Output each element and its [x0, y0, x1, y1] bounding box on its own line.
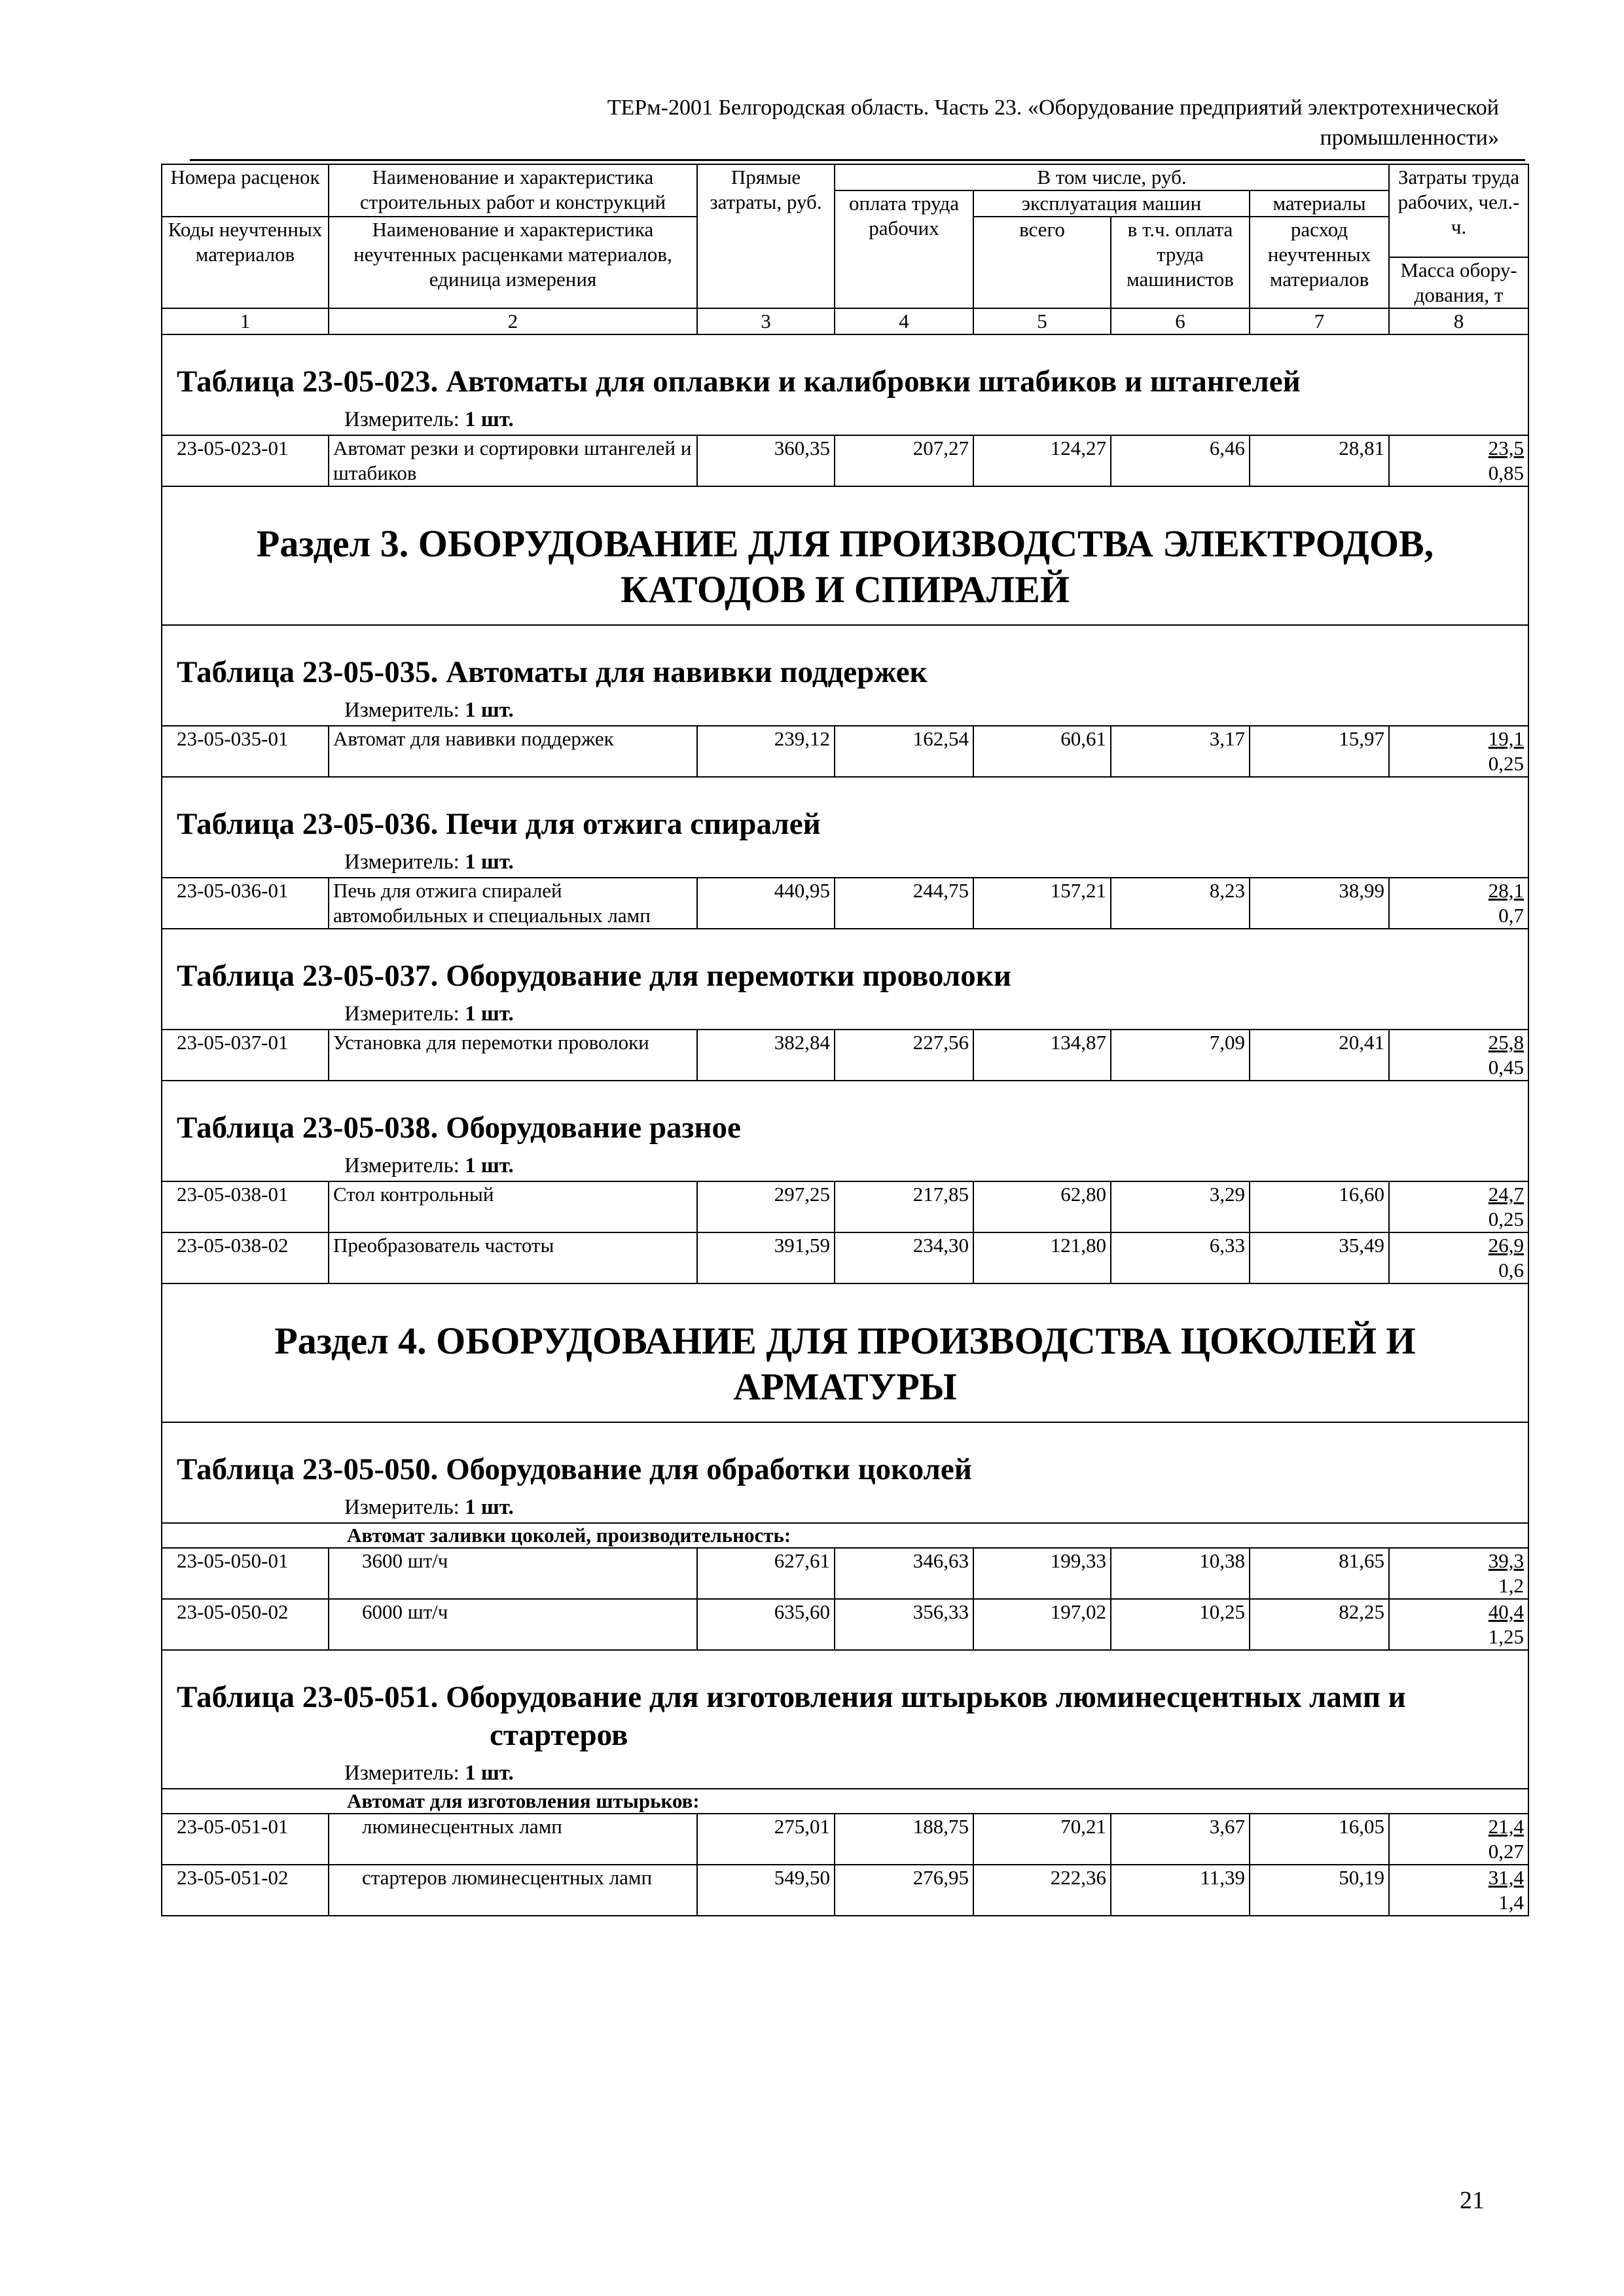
column-number-cell: 2 [329, 308, 697, 334]
labor-hours-value: 23,5 [1488, 437, 1525, 459]
subheading-row [162, 1789, 1528, 1814]
rate-name: 3600 шт/ч [329, 1548, 697, 1599]
labor-hours-value: 28,1 [1488, 879, 1525, 902]
measure-label: Измеритель: [344, 698, 460, 722]
table-title-text: Таблица 23-05-036. Печи для отжига спиралей [177, 807, 821, 841]
machines-total-value: 124,27 [973, 435, 1111, 486]
table-row [162, 878, 1528, 929]
section-cell [162, 486, 1528, 625]
table-heading-row [162, 625, 1528, 726]
machines-total-value: 134,87 [973, 1030, 1111, 1081]
table-heading-cell [162, 334, 1528, 435]
table-heading-cell [162, 625, 1528, 726]
equipment-mass-value: 0,45 [1488, 1056, 1525, 1079]
rate-code: 23-05-050-02 [162, 1599, 329, 1650]
table-row [162, 1232, 1528, 1283]
rate-code: 23-05-036-01 [162, 878, 329, 929]
labor-pay-value: 217,85 [835, 1181, 973, 1232]
column-number-cell: 4 [835, 308, 973, 334]
table-title [162, 626, 1528, 691]
column-number-cell: 8 [1389, 308, 1528, 334]
rate-code: 23-05-050-01 [162, 1548, 329, 1599]
direct-costs-value: 239,12 [697, 726, 835, 777]
direct-costs-value: 297,25 [697, 1181, 835, 1232]
labor-hours-mass-cell [1389, 726, 1528, 777]
measure-value: 1 шт. [465, 1496, 514, 1519]
labor-hours-value: 25,8 [1488, 1031, 1525, 1054]
table-heading-cell [162, 1650, 1528, 1789]
materials-value: 38,99 [1250, 878, 1389, 929]
direct-costs-value: 382,84 [697, 1030, 835, 1081]
labor-pay-value: 276,95 [835, 1865, 973, 1916]
machines-total-value: 70,21 [973, 1814, 1111, 1865]
measure-label: Измеритель: [344, 1496, 460, 1519]
direct-costs-value: 275,01 [697, 1814, 835, 1865]
col-material-code-header: Коды неучтенных материалов [162, 217, 329, 308]
rate-name: Печь для отжига спиралей автомобильных и специальных ламп [329, 878, 697, 929]
running-header-line-2: промышленности» [1320, 126, 1499, 150]
measure-value: 1 шт. [465, 1761, 514, 1785]
table-heading-row [162, 1081, 1528, 1181]
materials-value: 15,97 [1250, 726, 1389, 777]
col-labor-pay-header: оплата труда рабочих [835, 190, 973, 308]
labor-pay-value: 188,75 [835, 1814, 973, 1865]
machinist-pay-value: 8,23 [1111, 878, 1250, 929]
column-number-cell: 5 [973, 308, 1111, 334]
materials-value: 28,81 [1250, 435, 1389, 486]
measure-line [162, 1147, 1528, 1181]
col-machines-header: эксплуатация машин [973, 190, 1250, 217]
section-cell [162, 1283, 1528, 1422]
equipment-mass-value: 0,27 [1488, 1840, 1525, 1863]
labor-hours-mass-cell [1389, 1548, 1528, 1599]
table-title [162, 1651, 1528, 1754]
column-number-cell: 1 [162, 308, 329, 334]
materials-value: 82,25 [1250, 1599, 1389, 1650]
rate-name: 6000 шт/ч [329, 1599, 697, 1650]
table-row [162, 1865, 1528, 1916]
col-group-header: В том числе, руб. [835, 164, 1389, 190]
labor-hours-mass-cell [1389, 1030, 1528, 1081]
table-title-continuation: стартеров [490, 1718, 628, 1752]
machinist-pay-value: 6,33 [1111, 1232, 1250, 1283]
rate-name: Установка для перемотки проволоки [329, 1030, 697, 1081]
rate-name: Автомат резки и сортировки штангелей и штабиков [329, 435, 697, 486]
measure-line [162, 1488, 1528, 1522]
measure-line [162, 843, 1528, 877]
header-rule [190, 159, 1525, 161]
labor-hours-mass-cell [1389, 435, 1528, 486]
column-number-cell: 6 [1111, 308, 1250, 334]
labor-hours-value: 21,4 [1488, 1815, 1525, 1838]
col-direct-costs-header: Прямые затраты, руб. [697, 164, 835, 308]
subheading-cell [162, 1523, 1528, 1548]
measure-label: Измеритель: [344, 850, 460, 874]
col-rate-number-header: Номера расценок [162, 164, 329, 217]
table-title-text: Таблица 23-05-037. Оборудование для перемотки проволоки [177, 959, 1011, 993]
equipment-mass-value: 1,2 [1498, 1574, 1525, 1597]
rate-name: стартеров люминесцентных ламп [329, 1865, 697, 1916]
direct-costs-value: 440,95 [697, 878, 835, 929]
measure-value: 1 шт. [465, 1002, 514, 1026]
rate-code: 23-05-038-01 [162, 1181, 329, 1232]
labor-pay-value: 207,27 [835, 435, 973, 486]
measure-line [162, 401, 1528, 435]
labor-hours-value: 31,4 [1488, 1866, 1525, 1889]
machinist-pay-value: 11,39 [1111, 1865, 1250, 1916]
labor-hours-mass-cell [1389, 1865, 1528, 1916]
machines-total-value: 199,33 [973, 1548, 1111, 1599]
table-heading-row [162, 929, 1528, 1030]
measure-line [162, 691, 1528, 725]
rate-code: 23-05-038-02 [162, 1232, 329, 1283]
labor-hours-value: 24,7 [1488, 1183, 1525, 1206]
materials-value: 81,65 [1250, 1548, 1389, 1599]
table-row [162, 1599, 1528, 1650]
equipment-mass-value: 0,6 [1498, 1259, 1525, 1282]
col-machinist-pay-header: в т.ч. оплата труда машинистов [1111, 217, 1250, 308]
column-number-cell: 3 [697, 308, 835, 334]
table-row [162, 1548, 1528, 1599]
labor-hours-mass-cell [1389, 1232, 1528, 1283]
subheading-row [162, 1523, 1528, 1548]
subheading-text: Автомат заливки цоколей, производительность: [347, 1524, 791, 1547]
table-heading-cell [162, 1081, 1528, 1181]
machines-total-value: 197,02 [973, 1599, 1111, 1650]
machinist-pay-value: 10,38 [1111, 1548, 1250, 1599]
col-unaccounted-materials-header: расход неучтенных материалов [1250, 217, 1389, 308]
equipment-mass-value: 1,25 [1488, 1625, 1525, 1648]
measure-label: Измеритель: [344, 1154, 460, 1177]
measure-label: Измеритель: [344, 1761, 460, 1785]
col-materials-header: материалы [1250, 190, 1389, 217]
table-title-text: Таблица 23-05-035. Автоматы для навивки поддержек [177, 655, 928, 689]
machinist-pay-value: 7,09 [1111, 1030, 1250, 1081]
labor-hours-mass-cell [1389, 1181, 1528, 1232]
equipment-mass-value: 0,25 [1488, 752, 1525, 775]
running-header-line-1: ТЕРм-2001 Белгородская область. Часть 23. «Оборудование предприятий электротехнической [607, 96, 1499, 120]
table-heading-row [162, 777, 1528, 878]
section-row [162, 486, 1528, 625]
column-number-cell: 7 [1250, 308, 1389, 334]
section-title: Раздел 3. ОБОРУДОВАНИЕ ДЛЯ ПРОИЗВОДСТВА ЭЛЕКТРОДОВ, КАТОДОВ И СПИРАЛЕЙ [256, 522, 1434, 611]
col-machines-total-header: всего [973, 217, 1111, 308]
measure-value: 1 шт. [465, 408, 514, 431]
table-row [162, 435, 1528, 486]
table-heading-cell [162, 1422, 1528, 1523]
rate-code: 23-05-051-02 [162, 1865, 329, 1916]
materials-value: 16,05 [1250, 1814, 1389, 1865]
table-title-text: Таблица 23-05-050. Оборудование для обработки цоколей [177, 1452, 972, 1486]
labor-pay-value: 356,33 [835, 1599, 973, 1650]
equipment-mass-value: 0,25 [1488, 1208, 1525, 1230]
column-numbers-row [162, 308, 1528, 334]
direct-costs-value: 549,50 [697, 1865, 835, 1916]
machines-total-value: 121,80 [973, 1232, 1111, 1283]
equipment-mass-value: 1,4 [1498, 1891, 1525, 1914]
machinist-pay-value: 10,25 [1111, 1599, 1250, 1650]
machines-total-value: 60,61 [973, 726, 1111, 777]
measure-value: 1 шт. [465, 850, 514, 874]
direct-costs-value: 360,35 [697, 435, 835, 486]
table-heading-row [162, 334, 1528, 435]
machinist-pay-value: 3,29 [1111, 1181, 1250, 1232]
materials-value: 35,49 [1250, 1232, 1389, 1283]
table-title-text: Таблица 23-05-038. Оборудование разное [177, 1111, 741, 1145]
equipment-mass-value: 0,85 [1488, 461, 1525, 484]
machines-total-value: 222,36 [973, 1865, 1111, 1916]
table-title [162, 778, 1528, 843]
rate-code: 23-05-037-01 [162, 1030, 329, 1081]
section-row [162, 1283, 1528, 1422]
section-title: Раздел 4. ОБОРУДОВАНИЕ ДЛЯ ПРОИЗВОДСТВА ЦОКОЛЕЙ И АРМАТУРЫ [274, 1319, 1416, 1408]
rate-code: 23-05-051-01 [162, 1814, 329, 1865]
labor-hours-mass-cell [1389, 878, 1528, 929]
labor-hours-mass-cell [1389, 1599, 1528, 1650]
rate-name: Стол контрольный [329, 1181, 697, 1232]
labor-hours-value: 39,3 [1488, 1549, 1525, 1572]
measure-line [162, 995, 1528, 1029]
table-title [162, 1081, 1528, 1147]
machinist-pay-value: 3,17 [1111, 726, 1250, 777]
table-row [162, 1814, 1528, 1865]
labor-pay-value: 162,54 [835, 726, 973, 777]
labor-hours-value: 19,1 [1488, 727, 1525, 750]
labor-hours-value: 40,4 [1488, 1600, 1525, 1623]
table-title [162, 1423, 1528, 1488]
machines-total-value: 157,21 [973, 878, 1111, 929]
direct-costs-value: 627,61 [697, 1548, 835, 1599]
labor-hours-mass-cell [1389, 1814, 1528, 1865]
rates-table [161, 164, 1529, 1916]
rate-code: 23-05-035-01 [162, 726, 329, 777]
page-number: 21 [1460, 2187, 1485, 2214]
direct-costs-value: 635,60 [697, 1599, 835, 1650]
col-equipment-mass-header: Масса обору-дования, т [1389, 257, 1528, 308]
table-row [162, 1181, 1528, 1232]
col-material-name-header: Наименование и характеристика неучтенных расценками материалов, единица измерения [329, 217, 697, 308]
table-title-text: Таблица 23-05-023. Автоматы для оплавки и калибровки штабиков и штангелей [177, 365, 1301, 399]
machines-total-value: 62,80 [973, 1181, 1111, 1232]
rate-name: Преобразователь частоты [329, 1232, 697, 1283]
table-heading-cell [162, 929, 1528, 1030]
table-heading-row [162, 1650, 1528, 1789]
machinist-pay-value: 3,67 [1111, 1814, 1250, 1865]
table-title [162, 335, 1528, 401]
materials-value: 16,60 [1250, 1181, 1389, 1232]
labor-pay-value: 346,63 [835, 1548, 973, 1599]
materials-value: 20,41 [1250, 1030, 1389, 1081]
rate-code: 23-05-023-01 [162, 435, 329, 486]
table-title [162, 929, 1528, 995]
table-title-text: Таблица 23-05-051. Оборудование для изготовления штырьков люминесцентных ламп и [177, 1680, 1406, 1714]
table-row [162, 726, 1528, 777]
subheading-text: Автомат для изготовления штырьков: [347, 1789, 700, 1812]
running-header [164, 93, 1499, 153]
measure-value: 1 шт. [465, 698, 514, 722]
table-heading-cell [162, 777, 1528, 878]
labor-pay-value: 227,56 [835, 1030, 973, 1081]
direct-costs-value: 391,59 [697, 1232, 835, 1283]
labor-hours-value: 26,9 [1488, 1234, 1525, 1257]
machinist-pay-value: 6,46 [1111, 435, 1250, 486]
subheading-cell [162, 1789, 1528, 1814]
labor-pay-value: 234,30 [835, 1232, 973, 1283]
col-work-name-header: Наименование и характеристика строительных работ и конструкций [329, 164, 697, 217]
rate-name: люминесцентных ламп [329, 1814, 697, 1865]
measure-label: Измеритель: [344, 408, 460, 431]
equipment-mass-value: 0,7 [1498, 904, 1525, 927]
rate-name: Автомат для навивки поддержек [329, 726, 697, 777]
labor-pay-value: 244,75 [835, 878, 973, 929]
measure-value: 1 шт. [465, 1154, 514, 1177]
measure-label: Измеритель: [344, 1002, 460, 1026]
materials-value: 50,19 [1250, 1865, 1389, 1916]
table-heading-row [162, 1422, 1528, 1523]
table-row [162, 1030, 1528, 1081]
col-labor-hours-header: Затраты труда рабочих, чел.-ч. [1389, 164, 1528, 257]
measure-line [162, 1754, 1528, 1788]
